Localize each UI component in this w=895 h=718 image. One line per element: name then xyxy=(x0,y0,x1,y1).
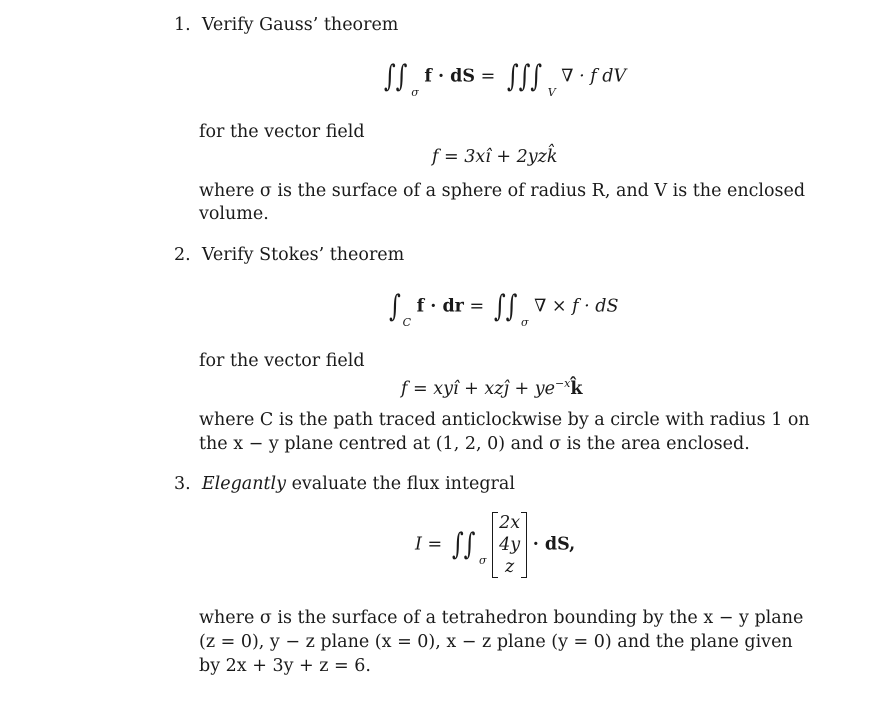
description-line: where σ is the surface of a tetrahedron bounding by the x − y plane xyxy=(199,608,804,628)
description-line: where C is the path traced anticlockwise by a circle with radius 1 on xyxy=(199,410,810,430)
integral-subscript: σ xyxy=(478,553,487,567)
triple-integral-symbol: ∫∫∫ xyxy=(506,59,542,94)
integral-subscript: σ xyxy=(411,85,419,99)
vector-field-equation xyxy=(401,372,583,401)
field-intro: for the vector field xyxy=(199,122,365,142)
double-integral-symbol: ∫∫ xyxy=(493,289,518,324)
field-intro: for the vector field xyxy=(199,351,365,371)
problem-heading-text: Verify Gauss’ theorem xyxy=(201,15,399,35)
vector-field-equation: f = 3xî + 2yzk̂ xyxy=(432,147,558,167)
problem-heading-emphasis: Elegantly xyxy=(201,474,286,494)
description-line: the x − y plane centred at (1, 2, 0) and σ is the area enclosed. xyxy=(199,434,750,454)
integral-subscript: σ xyxy=(521,315,529,329)
equation-lhs: I = xyxy=(415,534,443,555)
problem-3-heading xyxy=(174,473,515,495)
problem-number: 3. xyxy=(174,474,191,494)
line-integral-symbol: ∫ xyxy=(388,289,401,324)
equation-rhs: ∇ × f · dS xyxy=(534,296,619,317)
problem-heading-text: evaluate the flux integral xyxy=(286,474,515,494)
equals-sign: = xyxy=(469,296,485,317)
vector-entry: 4y xyxy=(499,535,521,555)
problem-1-heading xyxy=(174,14,398,36)
description-line: volume. xyxy=(199,204,269,224)
description-line: where σ is the surface of a sphere of radius R, and V is the enclosed xyxy=(199,181,806,201)
equation-rhs: ∇ · f dV xyxy=(561,66,627,87)
field-eq-main: f = xyî + xzĵ + ye xyxy=(401,378,555,399)
equation-tail: · dS, xyxy=(532,534,576,555)
problem-2-heading xyxy=(174,244,404,266)
problem-number: 1. xyxy=(174,15,191,35)
description-line: (z = 0), y − z plane (x = 0), x − z plane (y = 0) and the plane given xyxy=(199,632,793,652)
field-eq-exponent: −x xyxy=(554,377,571,390)
double-integral-symbol: ∫∫ xyxy=(451,527,476,562)
problem-number: 2. xyxy=(174,245,191,265)
double-integral-symbol: ∫∫ xyxy=(383,59,408,94)
gauss-equation xyxy=(380,59,627,99)
column-vector xyxy=(492,512,527,578)
integral-subscript: C xyxy=(402,315,412,329)
problem-heading-text: Verify Stokes’ theorem xyxy=(201,245,405,265)
vector-entry: z xyxy=(504,557,515,577)
vector-entry: 2x xyxy=(499,513,521,533)
equals-sign: = xyxy=(480,66,496,87)
equation-lhs: f · dr xyxy=(416,296,464,317)
field-eq-tail: k̂ xyxy=(570,378,583,399)
stokes-equation xyxy=(387,289,619,329)
equation-lhs: f · dS xyxy=(424,66,476,87)
integral-subscript: V xyxy=(547,85,556,99)
description-line: by 2x + 3y + z = 6. xyxy=(199,656,371,676)
flux-integral-equation xyxy=(415,512,575,578)
